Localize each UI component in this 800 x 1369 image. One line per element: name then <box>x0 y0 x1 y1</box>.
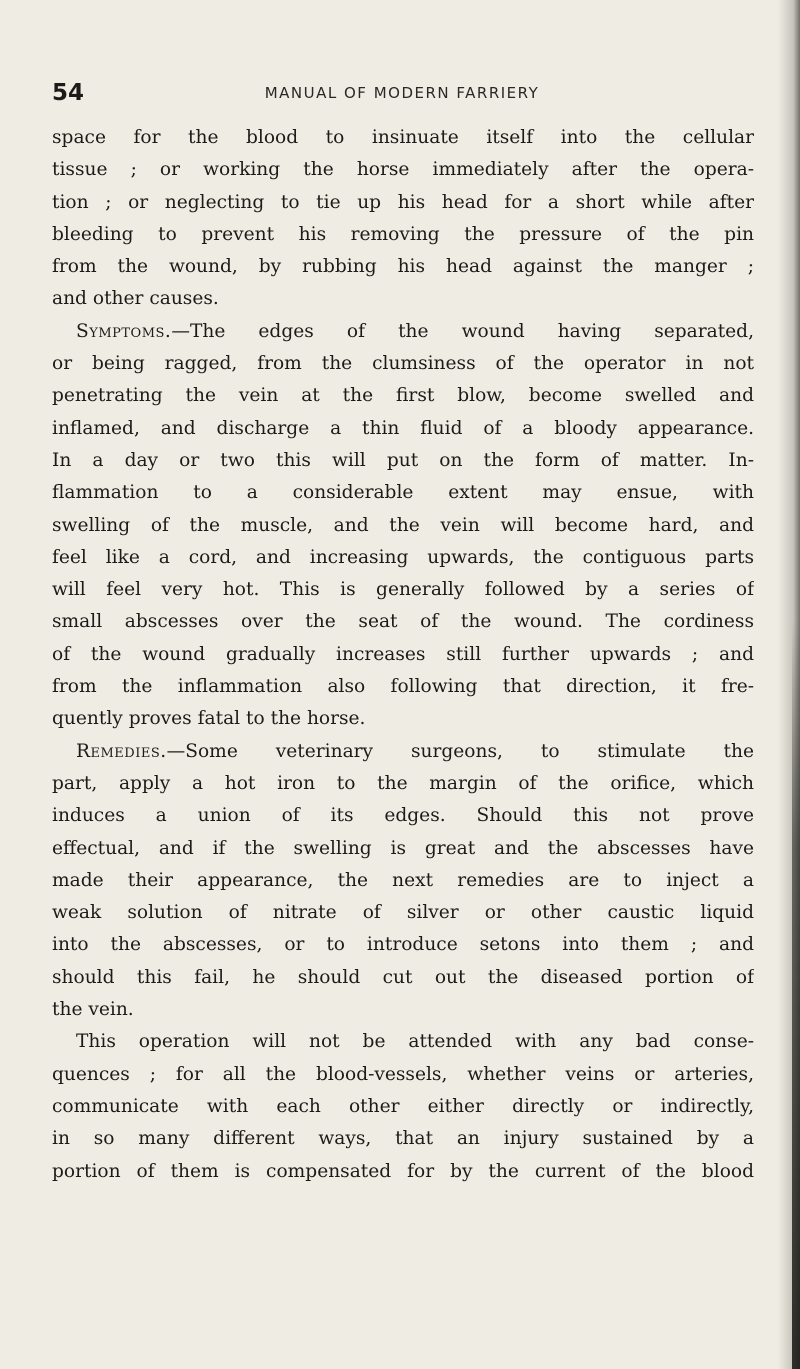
text-line: flammation to a considerable extent may ensue, with <box>52 482 754 504</box>
text-line: into the abscesses, or to introduce setons into them ; and <box>52 934 754 956</box>
text-line: of the wound gradually increases still further upwards ; and <box>52 643 754 665</box>
text-line: made their appearance, the next remedies are to inject a <box>52 869 754 891</box>
text-line: This operation will not be attended with any bad conse- <box>76 1031 754 1053</box>
page-edge-binding <box>792 620 800 1369</box>
text-line: from the inflammation also following that direction, it fre- <box>52 676 754 698</box>
section-heading-symptoms: Symptoms. <box>76 320 172 342</box>
text-line: In a day or two this will put on the form of matter. In- <box>52 449 754 471</box>
text-line: effectual, and if the swelling is great and the abscesses have <box>52 837 754 859</box>
text-line: or being ragged, from the clumsiness of the operator in not <box>52 353 754 375</box>
section-heading-remedies: Remedies. <box>76 740 167 762</box>
body-text <box>52 122 754 1188</box>
text-line: quences ; for all the blood-vessels, whether veins or arteries, <box>52 1063 754 1085</box>
text-line: feel like a cord, and increasing upwards, the contiguous parts <box>52 546 754 568</box>
text-line: the vein. <box>52 999 134 1021</box>
text-line: bleeding to prevent his removing the pressure of the pin <box>52 223 754 245</box>
text-line: tion ; or neglecting to tie up his head for a short while after <box>52 191 754 213</box>
text-line: inflamed, and discharge a thin fluid of a bloody appearance. <box>52 417 754 439</box>
text-line: in so many different ways, that an injury sustained by a <box>52 1128 754 1150</box>
text-line: part, apply a hot iron to the margin of the orifice, which <box>52 772 754 794</box>
text-line: and other causes. <box>52 288 219 310</box>
text-line: communicate with each other either directly or indirectly, <box>52 1095 754 1117</box>
text-line: weak solution of nitrate of silver or other caustic liquid <box>52 902 754 924</box>
text-line: space for the blood to insinuate itself into the cellular <box>52 127 754 148</box>
text-line: should this fail, he should cut out the diseased portion of <box>52 966 754 988</box>
text-line: portion of them is compensated for by the current of the blood <box>52 1160 754 1182</box>
text-line: induces a union of its edges. Should this not prove <box>52 805 754 827</box>
text-line: swelling of the muscle, and the vein will become hard, and <box>52 514 754 536</box>
text-line: Symptoms.—The edges of the wound having separated, <box>76 320 754 342</box>
text-line: penetrating the vein at the first blow, become swelled and <box>52 385 754 407</box>
page-number: 54 <box>52 80 85 106</box>
text-line: tissue ; or working the horse immediately after the opera- <box>52 159 754 181</box>
text-line: will feel very hot. This is generally followed by a series of <box>52 579 754 601</box>
text-line: small abscesses over the seat of the wound. The cordiness <box>52 611 754 633</box>
text-line: Remedies.—Some veterinary surgeons, to stimulate the <box>76 740 754 762</box>
running-title: MANUAL OF MODERN FARRIERY <box>264 84 540 102</box>
text-line: from the wound, by rubbing his head against the manger ; <box>52 256 754 278</box>
page-header <box>52 80 752 110</box>
text-line: quently proves fatal to the horse. <box>52 708 366 730</box>
